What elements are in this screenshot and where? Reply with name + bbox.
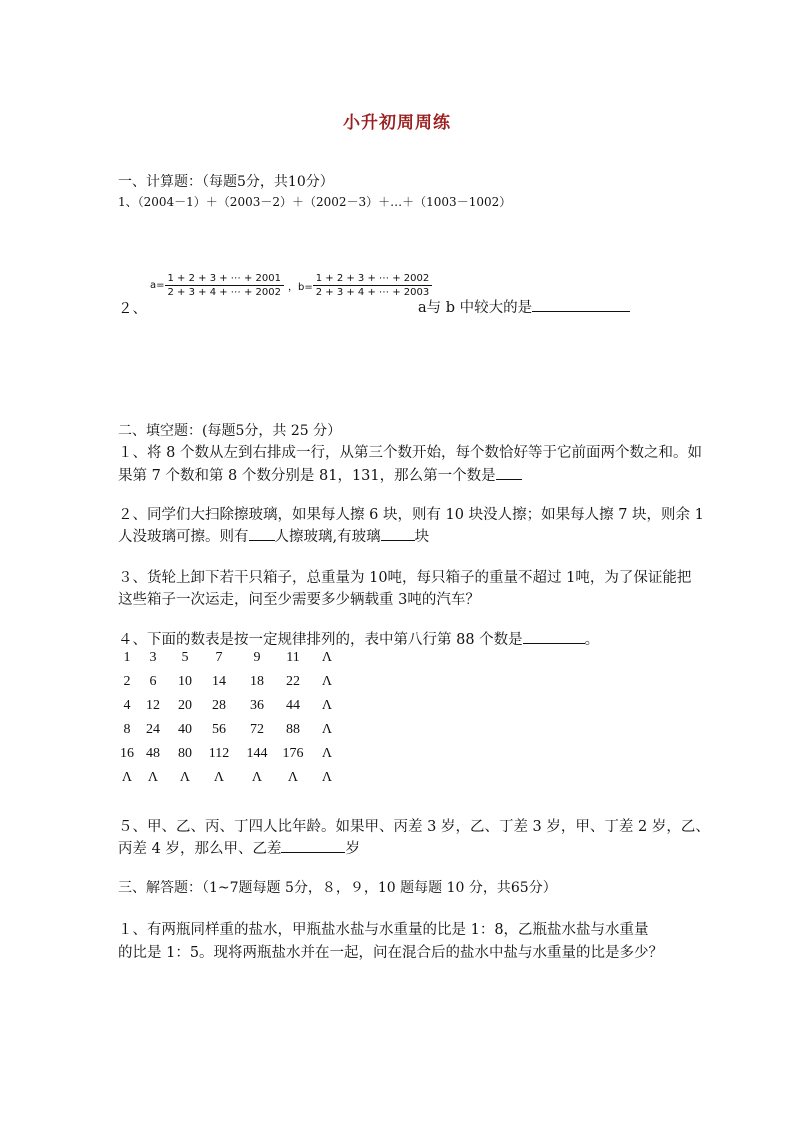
- table-cell: 28: [212, 698, 226, 713]
- table-cell: 48: [146, 746, 160, 761]
- q2-line2-text-a: 人没玻璃可擦。则有: [118, 529, 249, 545]
- table-cell: Λ: [321, 746, 333, 761]
- section2-q2-line2: [118, 525, 429, 546]
- section1-question-2-tail: [418, 296, 630, 317]
- answer-blank[interactable]: [381, 526, 415, 541]
- table-cell: 2: [123, 674, 131, 689]
- table-cell: Λ: [321, 722, 333, 737]
- b-numerator: 1 + 2 + 3 + ⋯ + 2002: [313, 273, 432, 286]
- table-cell: 36: [250, 698, 264, 713]
- table-cell: Λ: [147, 770, 159, 785]
- q5-line2-text-b: 岁: [345, 841, 360, 857]
- table-cell: 8: [123, 722, 131, 737]
- table-cell: 56: [212, 722, 226, 737]
- q2-line2-text-c: 块: [414, 529, 430, 545]
- table-cell: 11: [286, 650, 300, 665]
- table-cell: 18: [250, 674, 264, 689]
- a-label: a=: [150, 280, 165, 291]
- section2-q4-line1: [118, 628, 599, 649]
- section3-q1-line1: １、有两瓶同样重的盐水，甲瓶盐水盐与水重量的比是 1：8，乙瓶盐水盐与水重量: [118, 922, 649, 938]
- section2-q5-line2: [118, 837, 360, 858]
- table-cell: 1: [123, 650, 131, 665]
- b-label: ，b=: [288, 282, 313, 293]
- table-cell: 14: [212, 674, 226, 689]
- b-fraction: [313, 273, 432, 298]
- table-cell: Λ: [321, 698, 333, 713]
- section2-q2-line1: ２、同学们大扫除擦玻璃，如果每人擦 6 块，则有 10 块没人擦；如果每人擦 7 块，则余 1: [118, 507, 704, 523]
- question-2-tail-text: a与 b 中较大的是: [418, 300, 533, 316]
- table-cell: Λ: [321, 650, 333, 665]
- section1-question-1: 1、（2004－1）＋（2003－2）＋（2002－3）＋…＋（1003－1002）: [118, 195, 512, 209]
- a-numerator: 1 + 2 + 3 + ⋯ + 2001: [165, 273, 284, 286]
- table-cell: 22: [286, 674, 300, 689]
- answer-blank[interactable]: [249, 526, 275, 541]
- answer-blank[interactable]: [523, 629, 585, 644]
- q2-line2-text-b: 人擦玻璃,有玻璃: [274, 529, 381, 545]
- table-cell: 20: [178, 698, 192, 713]
- table-cell: 6: [149, 674, 157, 689]
- table-cell: 9: [253, 650, 261, 665]
- section2-heading: 二、填空题：(每题5分，共 25 分）: [118, 423, 342, 439]
- answer-blank[interactable]: [532, 297, 630, 312]
- answer-blank[interactable]: [496, 465, 522, 480]
- table-cell: 24: [146, 722, 160, 737]
- table-cell: 112: [208, 746, 230, 761]
- table-cell: 176: [282, 746, 304, 761]
- section1-question-2-expression: [150, 273, 432, 298]
- table-cell: Λ: [321, 674, 333, 689]
- section2-q1-line1: １、将 8 个数从左到右排成一行，从第三个数开始，每个数恰好等于它前面两个数之和。如: [118, 445, 702, 461]
- table-cell: Λ: [179, 770, 191, 785]
- table-cell: 16: [120, 746, 134, 761]
- table-cell: 7: [215, 650, 223, 665]
- table-cell: Λ: [287, 770, 299, 785]
- table-cell: 12: [146, 698, 160, 713]
- table-cell: 4: [123, 698, 131, 713]
- table-cell: 5: [181, 650, 189, 665]
- table-cell: 144: [246, 746, 268, 761]
- answer-blank[interactable]: [281, 838, 345, 853]
- table-cell: 3: [149, 650, 157, 665]
- a-fraction: [165, 273, 284, 298]
- table-cell: Λ: [121, 770, 133, 785]
- q4-line1-end: 。: [584, 632, 600, 648]
- section2-q3-line1: ３、货轮上卸下若干只箱子，总重量为 10吨，每只箱子的重量不超过 1吨，为了保证能把: [118, 570, 692, 586]
- table-cell: 72: [250, 722, 264, 737]
- q4-line1-text: ４、下面的数表是按一定规律排列的，表中第八行第 88 个数是: [118, 632, 523, 648]
- table-cell: 10: [178, 674, 192, 689]
- table-cell: Λ: [321, 770, 333, 785]
- a-denominator: 2 + 3 + 4 + ⋯ + 2002: [167, 287, 281, 298]
- table-cell: 80: [178, 746, 192, 761]
- section3-q1-line2: 的比是 1：5。现将两瓶盐水并在一起，问在混合后的盐水中盐与水重量的比是多少？: [118, 945, 664, 961]
- section2-q3-line2: 这些箱子一次运走，问至少需要多少辆载重 3吨的汽车？: [118, 592, 480, 608]
- section3-heading: 三、解答题：（1~7题每题 5分，８，９，10 题每题 10 分，共65分）: [118, 880, 557, 896]
- section2-q5-line1: ５、甲、乙、丙、丁四人比年龄。如果甲、丙差 3 岁，乙、丁差 3 岁，甲、丁差 2 岁，乙、: [118, 819, 710, 835]
- page-title: 小升初周周练: [343, 113, 451, 133]
- section1-heading: 一、计算题：（每题5分，共10分）: [118, 174, 334, 190]
- table-cell: Λ: [251, 770, 263, 785]
- section1-question-2-number: ２、: [118, 301, 147, 317]
- table-cell: Λ: [213, 770, 225, 785]
- table-cell: 40: [178, 722, 192, 737]
- b-denominator: 2 + 3 + 4 + ⋯ + 2003: [315, 287, 430, 298]
- table-cell: 88: [286, 722, 300, 737]
- q1-line2-text: 果第 7 个数和第 8 个数分别是 81，131，那么第一个数是: [118, 468, 496, 484]
- table-cell: 44: [286, 698, 300, 713]
- q5-line2-text-a: 丙差 4 岁，那么甲、乙差: [118, 841, 282, 857]
- section2-q1-line2: [118, 464, 522, 485]
